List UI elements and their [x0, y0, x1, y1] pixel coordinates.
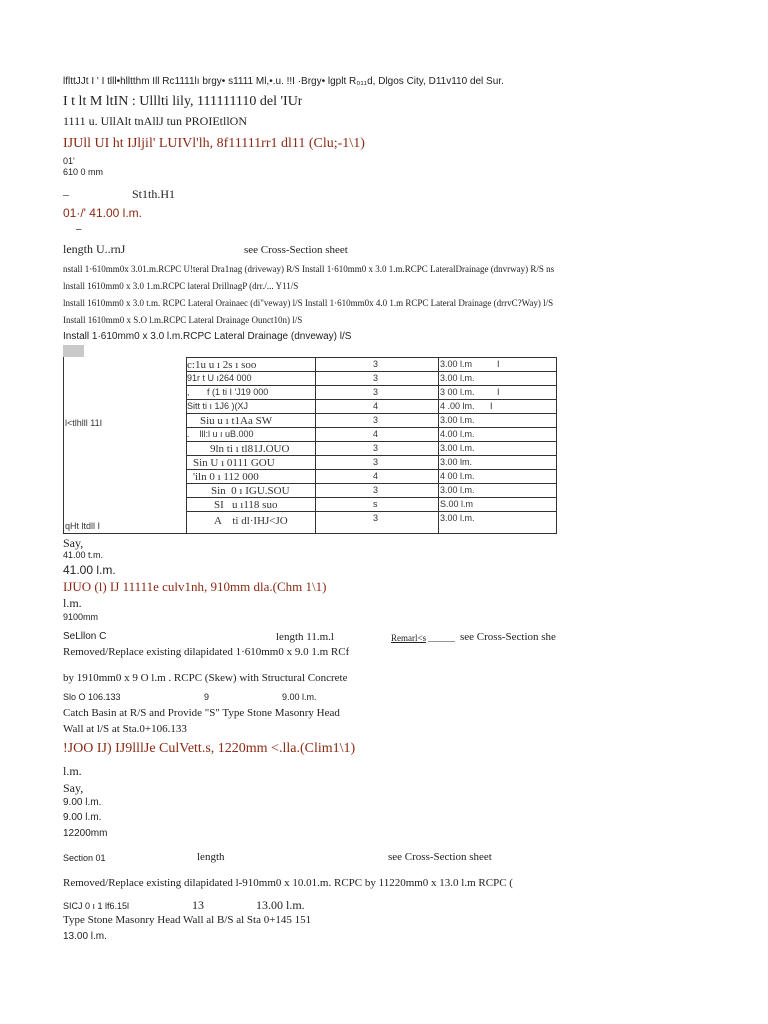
section3-length: 13.00 l.m. [256, 898, 305, 912]
table-bottom-left: qHt ltdll I [65, 521, 101, 531]
table-row-count: 3 [373, 415, 379, 425]
table-row-station: 'iln 0 ı 112 000 [193, 471, 259, 483]
table-row-mark: I [497, 387, 500, 397]
table-row-length: 3.00 l.m [440, 359, 473, 369]
section2-remarks-label: Remarl<s [391, 633, 427, 643]
table-row-count: 3 [373, 457, 379, 467]
section1-desc-3: lnstall 1610mm0 x 3.0 t.m. RCPC Lateral Orainaec (di"veway) l/S Install 1·610mm0x 4.0 1.m RCPC Lateral Drainage (drrvC?Way) l/S [63, 298, 554, 308]
section2-desc-1: Removed/Replace existing dilapidated 1·610mm0 x 9.0 1.m RCf [63, 646, 350, 658]
section3-desc-2: Type Stone Masonry Head Wall al B/S al Sta 0+145 151 [63, 914, 312, 926]
section3-say: Say, [63, 781, 84, 795]
section1-dash-line: – St1th.H1 [63, 187, 176, 201]
section2-title: IJUO (l) IJ 11111e culv1nh, 910mm dla.(Chm 1\1) [63, 579, 327, 594]
table-row-count: s [373, 499, 378, 509]
section1-qty: 01' [63, 156, 75, 166]
summary1-total-small: 41.00 t.m. [63, 550, 104, 560]
section1-desc-2: lnstall 1610mm0 x 3.0 1.m.RCPC lateral DrillnagP (drr./... Y11/S [63, 281, 299, 291]
table-row-station: Sitt ti ı 1J6 )(XJ [187, 401, 249, 411]
table-row-count: 3 [373, 373, 379, 383]
section3-title: !JOO IJ) IJ9lllJe CulVett.s, 1220mm <.lla.(Clim1\1) [63, 741, 356, 756]
table-row-length: 3.00 l.m. [440, 373, 475, 383]
section2-station: Slo O 106.133 [63, 692, 121, 702]
table-row-station: 91r t U ı264 000 [187, 373, 252, 383]
table-row-station: , f (1 ti I 'J19 000 [187, 387, 269, 397]
table-row-station: 9ln ti ı tl81J.OUO [210, 443, 290, 455]
section1-size: 610 0 mm [63, 167, 104, 177]
section3-total-2: 9.00 l.m. [63, 812, 102, 823]
table-row-length: 3.00 l.m. [440, 513, 475, 523]
table-row-length: 3.00 l.m. [440, 485, 475, 495]
table-left-label: l<tlhlll 11I [65, 418, 103, 428]
section3-section-label: Section 01 [63, 853, 106, 863]
table-row-station: c:1u u ı 2s ı soo [187, 359, 257, 371]
section1-desc-1: nstall 1·610mm0x 3.01.m.RCPC U!teral Dra1nag (driveway) R/S Install 1·610mm0 x 3.0 1.m.RCPC LateralDrainage (dnvrway) R/S ns [63, 264, 555, 274]
table-row-count: 3 [373, 485, 379, 495]
table-row-station: A ti dl·IHJ<JO [214, 515, 288, 527]
summary1-say: Say, [63, 536, 84, 550]
table-row-length: S.00 l.m [440, 499, 474, 509]
section3-total: 13.00 l.m. [63, 931, 107, 942]
table-row-station: Sin U ı 0111 GOU [193, 457, 275, 469]
table-row-length: 4 .00 lm. [440, 401, 475, 411]
table-row-length: 3.00 l.m. [440, 415, 475, 425]
table-row-station: Siu u ı t1Aa SW [200, 415, 273, 427]
header-line-1: lflttJJt I ' I tlll•hlltthm Ill Rc1111lı brgy• s1111 Ml,•.u. !!I ·Brgy• lgplt R₀₁₁d, Dlgos City, D11v110 del Sur. [63, 76, 504, 87]
section1-desc-5: Install 1·610mm0 x 3.0 l.m.RCPC Lateral Drainage (dnveway) l/S [63, 331, 352, 342]
table-row-station: Sin 0 ı IGU.SOU [211, 485, 290, 497]
section3-count: 13 [192, 898, 204, 912]
table-row-count: 3 [373, 359, 379, 369]
grey-marker [63, 345, 84, 357]
table-row-mark: I [497, 359, 500, 369]
table-row-length: 4 00 l.m. [440, 471, 475, 481]
section1-title: IJUll UI ht IJljil' LUIVl'lh, 8f11111rr1 dl11 (Clu;-1\1) [63, 136, 365, 151]
section1-length-label: length U..rnJ [63, 242, 126, 256]
section3-station: SICJ 0 ı 1 lf6.15l [63, 901, 130, 911]
table-row-count: 4 [373, 471, 379, 481]
table-row-count: 3 [373, 443, 379, 453]
section2-unit: l.m. [63, 596, 82, 610]
section1-small-dash: – [76, 224, 82, 235]
section3-length-label: length [197, 851, 225, 863]
table-row-station: SI u ı118 suo [214, 499, 278, 511]
section1-desc-4: Install 1610mm0 x S.O l.m.RCPC Lateral Drainage Ounct10n) l/S [63, 315, 303, 325]
table-row-length: 4.00 l.m. [440, 429, 475, 439]
table-row-mark: I [490, 401, 493, 411]
summary1-total: 41.00 l.m. [63, 563, 116, 577]
table-row-count: 3 [373, 513, 379, 523]
table-row-count: 4 [373, 401, 379, 411]
table-row-count: 4 [373, 429, 379, 439]
section2-desc-4: Wall at l/S at Sta.0+106.133 [63, 723, 187, 735]
table-row-length: 3 00 l.m. [440, 387, 475, 397]
section2-count: 9 [204, 692, 210, 702]
section1-total: 01·/' 41.00 l.m. [63, 206, 142, 220]
table-row-length: 3.00 lm. [440, 457, 473, 467]
header-line-3: 1111 u. UllAlt tnAllJ tun PROIEtllON [63, 114, 248, 128]
section1-see-label: see Cross-Section sheet [244, 244, 348, 256]
section3-desc-1: Removed/Replace existing dilapidated l-910mm0 x 10.01.m. RCPC by 11220mm0 x 13.0 l.m RCPC ( [63, 877, 513, 889]
section2-see-label: see Cross-Section she [460, 631, 556, 643]
table-row-count: 3 [373, 387, 379, 397]
section3-size: 12200mm [63, 828, 108, 839]
section2-remarks-fill: ______ [428, 633, 455, 643]
section2-desc-2: by 1910mm0 x 9 O l.m . RCPC (Skew) with Structural Concrete [63, 672, 348, 684]
table-row-length: 3.00 l.m. [440, 443, 475, 453]
section2-size: 9100mm [63, 612, 99, 622]
section2-length: 9.00 l.m. [282, 692, 317, 702]
section3-unit: l.m. [63, 764, 82, 778]
section2-section-label: SeLllon C [63, 631, 107, 642]
section2-desc-3: Catch Basin at R/S and Provide "S" Type Stone Masonry Head [63, 707, 340, 719]
section3-see-label: see Cross-Section sheet [388, 851, 492, 863]
table-row-station: . lll:l u ı uB.000 [187, 429, 254, 439]
section3-total-1: 9.00 l.m. [63, 797, 102, 808]
section2-length-label: length 11.m.l [276, 631, 334, 643]
header-line-2: I t lt M ltIN : Ulllti lily, 111111110 del 'IUr [63, 94, 303, 109]
